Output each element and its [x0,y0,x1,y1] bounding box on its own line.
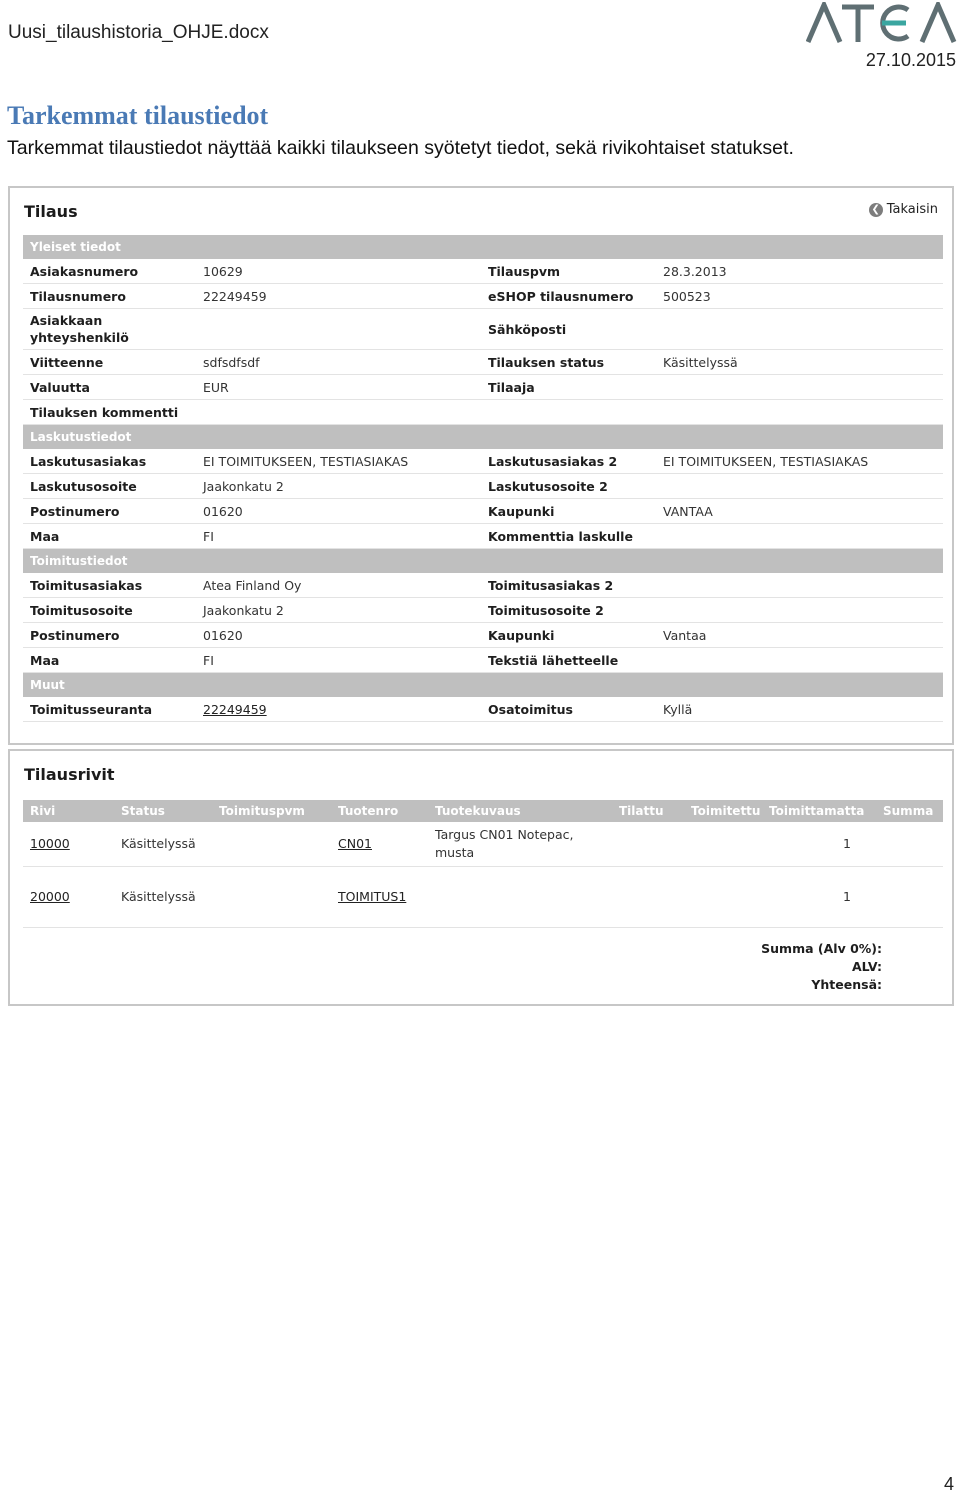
column-header[interactable]: Toimitettu [691,804,761,818]
order-lines-table [23,800,943,928]
row-number-link[interactable]: 20000 [30,889,70,904]
field-label: Viitteenne [30,354,104,370]
order-info-table [23,235,943,722]
section-header: Toimitustiedot [23,549,943,573]
field-value: EI TOIMITUKSEEN, TESTIASIAKAS [203,453,409,469]
panel-title: Tilaus [24,202,78,221]
field-value: sdfsdfsdf [203,354,260,370]
vat-label: ALV: [851,959,882,974]
info-row [23,449,943,474]
sum-label: Summa (Alv 0%): [761,941,882,956]
product-number-link[interactable]: TOIMITUS1 [338,889,407,904]
field-value: Atea Finland Oy [203,577,302,593]
info-row [23,573,943,598]
field-value: Kyllä [663,701,693,717]
info-row [23,309,943,350]
order-panel [8,186,954,745]
section-header: Laskutustiedot [23,425,943,449]
field-label: Toimitusseuranta [30,701,153,717]
product-number-link[interactable]: CN01 [338,836,372,851]
table-row [23,822,943,867]
field-value: FI [203,528,214,544]
field-label: Laskutusosoite [30,478,137,494]
field-value: 10629 [203,263,243,279]
field-label: Valuutta [30,379,90,395]
field-value: FI [203,652,214,668]
column-header[interactable]: Status [121,804,165,818]
field-value: Jaakonkatu 2 [203,478,284,494]
field-label: Tilauksen kommentti [30,404,179,420]
row-status: Käsittelyssä [121,889,196,904]
back-label: Takaisin [886,202,938,217]
column-header[interactable]: Toimituspvm [219,804,305,818]
undelivered-qty: 1 [843,836,851,851]
field-label: Kaupunki [488,627,555,643]
field-value: 01620 [203,627,243,643]
product-description: Targus CN01 Notepac, [435,827,574,842]
row-number-link[interactable]: 10000 [30,836,70,851]
info-row [23,474,943,499]
info-row [23,400,943,425]
info-row [23,524,943,549]
field-value[interactable]: 22249459 [203,701,267,717]
undelivered-qty: 1 [843,889,851,904]
field-value: 28.3.2013 [663,263,727,279]
field-value: EUR [203,379,229,395]
back-arrow-icon: ❮ [869,203,883,217]
field-value: 01620 [203,503,243,519]
document-date: 27.10.2015 [865,50,956,70]
intro-text: Tarkemmat tilaustiedot näyttää kaikki tilaukseen syötetyt tiedot, sekä rivikohtaiset statukset. [7,137,794,159]
field-label: Toimitusasiakas [30,577,143,593]
column-header[interactable]: Tuotekuvaus [435,804,521,818]
field-label: Toimitusasiakas 2 [488,577,614,593]
total-label: Yhteensä: [811,977,882,992]
table-row [23,867,943,928]
field-label: Laskutusasiakas 2 [488,453,618,469]
info-row [23,648,943,673]
field-label: Osatoimitus [488,701,573,717]
field-label: Tekstiä lähetteelle [488,652,619,668]
info-row [23,375,943,400]
product-description: musta [435,845,475,860]
row-status: Käsittelyssä [121,836,196,851]
field-label: Maa [30,528,60,544]
field-label: Laskutusosoite 2 [488,478,608,494]
info-row [23,259,943,284]
field-label: Postinumero [30,503,120,519]
info-row [23,598,943,623]
column-header[interactable]: Summa [883,804,934,818]
field-label: Asiakkaan yhteyshenkilö [30,313,129,345]
field-label: Postinumero [30,627,120,643]
field-label: eSHOP tilausnumero [488,288,634,304]
info-row [23,350,943,375]
section-header: Yleiset tiedot [23,235,943,259]
section-heading: Tarkemmat tilaustiedot [7,101,269,130]
field-label: Kommenttia laskulle [488,528,633,544]
panel-title: Tilausrivit [24,765,115,784]
field-label: Kaupunki [488,503,555,519]
section-header: Muut [23,673,943,697]
info-row [23,697,943,722]
field-value: Käsittelyssä [663,354,738,370]
field-value: EI TOIMITUKSEEN, TESTIASIAKAS [663,453,869,469]
field-label: Toimitusosoite 2 [488,602,604,618]
column-header[interactable]: Rivi [30,804,56,818]
field-label: Laskutusasiakas [30,453,147,469]
field-label: Sähköposti [488,321,567,337]
page-number: 4 [943,1474,954,1494]
info-row [23,284,943,309]
field-label: Tilauksen status [488,354,605,370]
field-label: Asiakasnumero [30,263,139,279]
field-value: VANTAA [663,503,713,519]
column-header[interactable]: Toimittamatta [769,804,865,818]
field-label: Toimitusosoite [30,602,133,618]
order-lines-header [23,800,943,822]
atea-logo [806,2,958,44]
field-label: Maa [30,652,60,668]
field-label: Tilauspvm [488,263,560,279]
field-value: 22249459 [203,288,267,304]
field-label: Tilausnumero [30,288,126,304]
back-link[interactable] [869,202,938,217]
field-value: Jaakonkatu 2 [203,602,284,618]
column-header[interactable]: Tilattu [619,804,664,818]
order-lines-panel [8,749,954,1006]
column-header[interactable]: Tuotenro [338,804,399,818]
field-value: Vantaa [663,627,707,643]
totals [761,940,882,994]
info-row [23,623,943,648]
field-label: Tilaaja [488,379,535,395]
info-row [23,499,943,524]
field-value: 500523 [663,288,711,304]
document-filename: Uusi_tilaushistoria_OHJE.docx [8,22,269,43]
